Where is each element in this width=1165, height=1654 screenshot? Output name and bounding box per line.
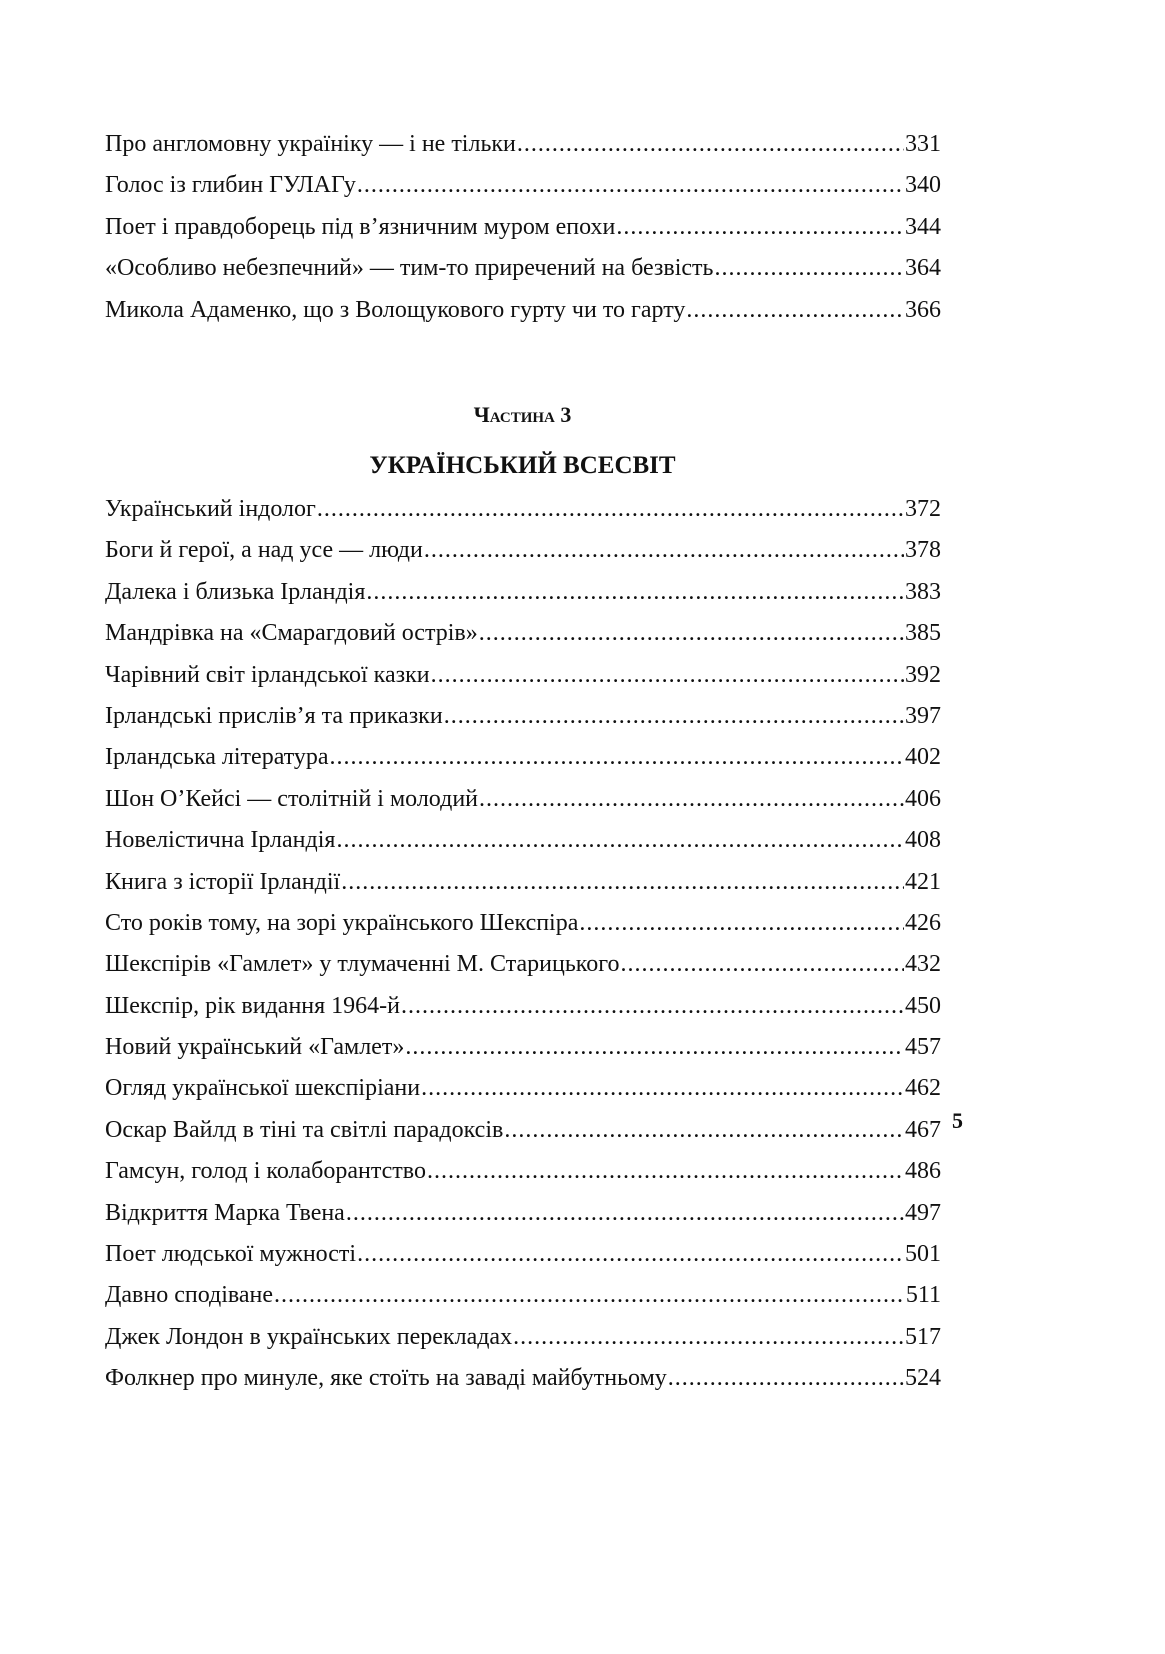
toc-entry — [105, 1151, 941, 1192]
toc-entry-page: 340 — [905, 172, 941, 199]
toc-entry-title: Далека і близька Ірландія — [105, 578, 366, 605]
part-title: УКРАЇНСЬКИЙ ВСЕСВІТ — [369, 452, 676, 479]
dot-leader — [346, 1193, 904, 1234]
toc-entry-page: 467 — [905, 1116, 941, 1143]
dot-leader — [421, 1068, 904, 1109]
dot-leader — [401, 986, 904, 1027]
toc-entry-title: Поет і правдоборець під в’язничним муром епохи — [105, 213, 616, 240]
toc-entry-page: 372 — [905, 496, 941, 522]
toc-entry-page: 378 — [905, 537, 941, 564]
dot-leader — [357, 1234, 904, 1275]
toc-entry-title: Книга з історії Ірландії — [105, 868, 341, 895]
toc-entry — [105, 613, 941, 654]
part-label: Частина 3 — [473, 402, 572, 427]
toc-entry-page: 402 — [905, 744, 941, 771]
dot-leader — [444, 696, 904, 737]
toc-entry — [105, 903, 941, 944]
toc-entry — [105, 986, 941, 1027]
dot-leader — [357, 165, 904, 206]
toc-entry-page: 331 — [905, 131, 941, 157]
toc-entry-title: Український індолог — [105, 496, 316, 522]
dot-leader — [479, 613, 904, 654]
toc-entry-title: «Особливо небезпечний» — тим-то приречений на безвість — [105, 255, 714, 282]
toc-entry-title: Про англомовну україніку — і не тільки — [105, 131, 516, 157]
toc-entry-title: Новий український «Гамлет» — [105, 1034, 405, 1061]
toc-entry-title: Шон О’Кейсі — столітній і молодий — [105, 785, 479, 812]
toc-entry-title: Ірландські прислів’я та приказки — [105, 702, 443, 729]
toc-entry — [105, 696, 941, 737]
toc-entry-title: Шекспір, рік видання 1964-й — [105, 992, 401, 1019]
toc-entry-page: 383 — [905, 578, 941, 605]
toc-list-top — [105, 124, 941, 331]
toc-entry-page: 450 — [905, 992, 941, 1019]
toc-entry-page: 457 — [905, 1034, 941, 1061]
toc-entry-page: 497 — [905, 1199, 941, 1226]
dot-leader — [317, 489, 904, 530]
dot-leader — [668, 1358, 904, 1399]
toc-entry — [105, 655, 941, 696]
toc-entry-title: Відкриття Марка Твена — [105, 1199, 345, 1226]
toc-entry-title: Давно сподіване — [105, 1282, 274, 1309]
toc-entry-page: 524 — [905, 1365, 941, 1392]
toc-entry-title: Мандрівка на «Смарагдовий острів» — [105, 620, 478, 647]
toc-entry — [105, 1275, 941, 1316]
toc-entry — [105, 248, 941, 289]
toc-entry-title: Боги й герої, а над усе — люди — [105, 537, 423, 564]
toc-entry-title: Огляд української шекспіріани — [105, 1075, 421, 1102]
dot-leader — [431, 655, 904, 696]
toc-entry — [105, 530, 941, 571]
toc-entry-page: 501 — [905, 1241, 941, 1268]
toc-list-part3 — [105, 489, 941, 1400]
toc-entry-page: 486 — [905, 1158, 941, 1185]
toc-entry — [105, 1234, 941, 1275]
toc-entry-title: Сто років тому, на зорі українського Шекспіра — [105, 909, 579, 936]
toc-entry — [105, 1317, 941, 1358]
dot-leader — [336, 820, 904, 861]
toc-entry — [105, 944, 941, 985]
toc-entry — [105, 862, 941, 903]
toc-entry-page: 408 — [905, 827, 941, 854]
toc-entry — [105, 572, 941, 613]
toc-entry — [105, 165, 941, 206]
dot-leader — [714, 248, 904, 289]
dot-leader — [513, 1317, 904, 1358]
dot-leader — [274, 1275, 905, 1316]
toc-entry — [105, 820, 941, 861]
dot-leader — [405, 1027, 904, 1068]
toc-entry-page: 397 — [905, 702, 941, 729]
dot-leader — [479, 779, 904, 820]
toc-entry-title: Фолкнер про минуле, яке стоїть на заваді майбутньому — [105, 1365, 667, 1392]
toc-entry-page: 364 — [905, 255, 941, 282]
dot-leader — [686, 290, 904, 331]
toc-entry — [105, 779, 941, 820]
toc-entry — [105, 489, 941, 530]
toc-entry — [105, 1358, 941, 1399]
toc-entry-title: Поет людської мужності — [105, 1241, 357, 1268]
dot-leader — [616, 207, 904, 248]
toc-entry-page: 511 — [905, 1282, 941, 1309]
toc-entry — [105, 207, 941, 248]
toc-entry — [105, 290, 941, 331]
dot-leader — [366, 572, 904, 613]
toc-entry — [105, 1027, 941, 1068]
dot-leader — [579, 903, 904, 944]
toc-entry-page: 517 — [905, 1323, 941, 1350]
toc-entry-title: Ірландська література — [105, 744, 329, 771]
dot-leader — [504, 1110, 904, 1151]
toc-entry-page: 426 — [905, 909, 941, 936]
toc-entry-title: Микола Адаменко, що з Волощукового гурту чи то гарту — [105, 296, 686, 323]
toc-entry-page: 344 — [905, 213, 941, 240]
dot-leader — [341, 862, 904, 903]
toc-entry-page: 366 — [905, 296, 941, 323]
toc-entry-title: Оскар Вайлд в тіні та світлі парадоксів — [105, 1116, 504, 1143]
toc-entry-title: Джек Лондон в українських перекладах — [105, 1323, 513, 1350]
page-number: 5 — [952, 1108, 963, 1133]
toc-entry — [105, 737, 941, 778]
dot-leader — [330, 737, 904, 778]
toc-entry-title: Голос із глибин ГУЛАГу — [105, 172, 356, 199]
dot-leader — [427, 1151, 904, 1192]
toc-entry — [105, 1193, 941, 1234]
toc-entry-page: 392 — [905, 661, 941, 688]
toc-entry-title: Чарівний світ ірландської казки — [105, 661, 430, 688]
toc-entry — [105, 1110, 941, 1151]
toc-entry-page: 421 — [905, 868, 941, 895]
dot-leader — [424, 530, 904, 571]
dot-leader — [517, 124, 904, 165]
toc-entry-page: 406 — [905, 785, 941, 812]
toc-entry-title: Гамсун, голод і колаборантство — [105, 1158, 426, 1185]
dot-leader — [620, 944, 904, 985]
toc-entry-page: 385 — [905, 620, 941, 647]
toc-entry — [105, 1068, 941, 1109]
toc-entry-page: 432 — [905, 951, 941, 978]
toc-entry — [105, 124, 941, 165]
toc-entry-page: 462 — [905, 1075, 941, 1102]
toc-entry-title: Новелістична Ірландія — [105, 827, 336, 854]
toc-entry-title: Шекспірів «Гамлет» у тлумаченні М. Старицького — [105, 951, 620, 978]
